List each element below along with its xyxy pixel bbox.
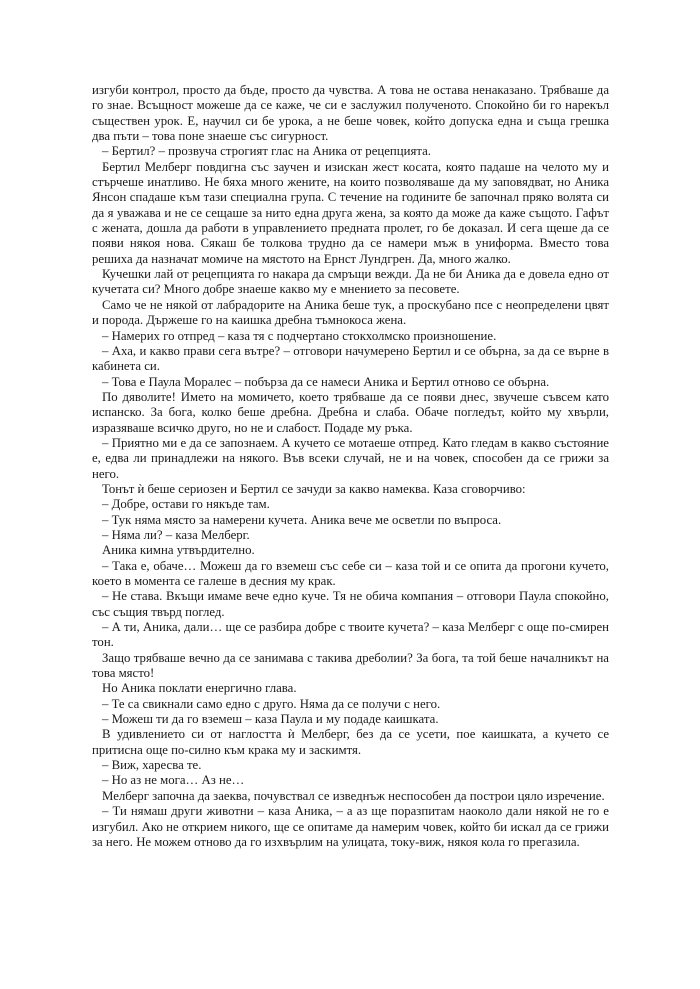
paragraph: – Те са свикнали само едно с друго. Няма да се получи с него. bbox=[102, 696, 441, 711]
paragraph: – Тук няма място за намерени кучета. Аника вече ме осветли по въпроса. bbox=[102, 512, 502, 527]
paragraph: Но Аника поклати енергично глава. bbox=[102, 681, 297, 696]
paragraph: – Добре, остави го някъде там. bbox=[102, 497, 270, 512]
paragraph: По дяволите! Името на момичето, което трябваше да се появи днес, звучеше съвсем като испанско. За бога, колко беше дребна. Дребна и слаба. Обаче погледът, който му хвърли, изразяваше всичко друго, но не и слабост. Подаде му ръка. bbox=[92, 389, 609, 435]
paragraph: – Аха, и какво прави сега вътре? – отговори начумерено Бертил и се обърна, за да се върне в кабинета си. bbox=[92, 343, 609, 374]
paragraph: Кучешки лай от рецепцията го накара да смръщи вежди. Да не би Аника да е довела едно от кучетата си? Много добре знаеше какво му е мнението за песовете. bbox=[92, 267, 609, 297]
paragraph: – Това е Паула Моралес – побърза да се намеси Аника и Бертил отново се обърна. bbox=[102, 374, 550, 389]
paragraph: – Няма ли? – каза Мелберг. bbox=[102, 527, 250, 542]
paragraph: В удивлението си от наглостта ѝ Мелберг, без да се усети, пое каишката, а кучето се притисна още по-силно към крака му и заскимтя. bbox=[92, 727, 609, 757]
paragraph: Тонът ѝ беше сериозен и Бертил се зачуди за какво намеква. Каза сговорчиво: bbox=[102, 481, 526, 496]
paragraph: – Можеш ти да го вземеш – каза Паула и му подаде каишката. bbox=[102, 712, 439, 727]
paragraph: Мелберг започна да заеква, почувствал се изведнъж неспособен да построи цяло изречение. bbox=[102, 788, 605, 803]
paragraph: – Така е, обаче… Можеш да го вземеш със себе си – каза той и се опита да прогони кучето, което в момента се галеше в десния му крак. bbox=[92, 558, 609, 588]
paragraph: – А ти, Аника, дали… ще се разбира добре с твоите кучета? – каза Мелберг с още по-смирен тон. bbox=[92, 620, 609, 650]
page-text bbox=[92, 83, 609, 850]
paragraph: изгуби контрол, просто да бъде, просто да чувства. А това не остава ненаказано. Трябваше да го знае. Всъщност можеше да се каже, че си е заслужил полученото. Спокойно би го нарекъл съществен урок. Е, научил си бе урока, а не беше човек, който допуска една и съща грешка два пъти – това поне знаеше със сигурност. bbox=[92, 83, 609, 144]
paragraph: Само че не някой от лабрадорите на Аника беше тук, а проскубано псе с неопределени цвят и порода. Държеше го на каишка дребна тъмнокоса жена. bbox=[92, 297, 609, 328]
paragraph: – Не става. Вкъщи имаме вече едно куче. Тя не обича компания – отговори Паула спокойно, със същия твърд поглед. bbox=[92, 589, 609, 619]
paragraph: – Приятно ми е да се запознаем. А кучето се мотаеше отпред. Като гледам в какво състояние е, едва ли принадлежи на някого. Във всеки случай, не и на човек, способен да се грижи за него. bbox=[92, 435, 609, 481]
paragraph: – Ти нямаш други животни – каза Аника, – а аз ще поразпитам наоколо дали някой не го е изгубил. Ако не открием никого, ще се опитаме да намерим човек, който би искал да се грижи за него. Не можем отново да го изхвърлим на улицата, току-виж, някоя кола го прегазила. bbox=[92, 804, 609, 849]
paragraph: – Бертил? – прозвуча строгият глас на Аника от рецепцията. bbox=[102, 144, 431, 159]
paragraph: Аника кимна утвърдително. bbox=[102, 543, 255, 558]
paragraph: Бертил Мелберг повдигна със заучен и изискан жест косата, която падаше на челото му и стърчеше инатливо. Не бяха много жените, на които позволяваше да му заповядват, но Аника Янсон спадаше към тази специална група. С течение на годините бе започнал пряко волята си да я уважава и не се сещаше за нито една друга жена, за която да може да каже същото. Гафът с жената, дошла да работи в управлението предната пролет, го бе доказал. И сега щеше да се появи някоя нова. Сякаш бе толкова трудно да се намери мъж в униформа. Вместо това решиха да назначат момиче на мястото на Ернст Лундгрен. Да, много жалко. bbox=[92, 159, 609, 266]
paragraph: – Но аз не мога… Аз не… bbox=[102, 773, 245, 788]
paragraph: – Намерих го отпред – каза тя с подчертано стокхолмско произношение. bbox=[102, 328, 497, 343]
paragraph: – Виж, харесва те. bbox=[102, 758, 202, 773]
paragraph: Защо трябваше вечно да се занимава с такива дреболии? За бога, та той беше началникът на това място! bbox=[92, 650, 609, 681]
